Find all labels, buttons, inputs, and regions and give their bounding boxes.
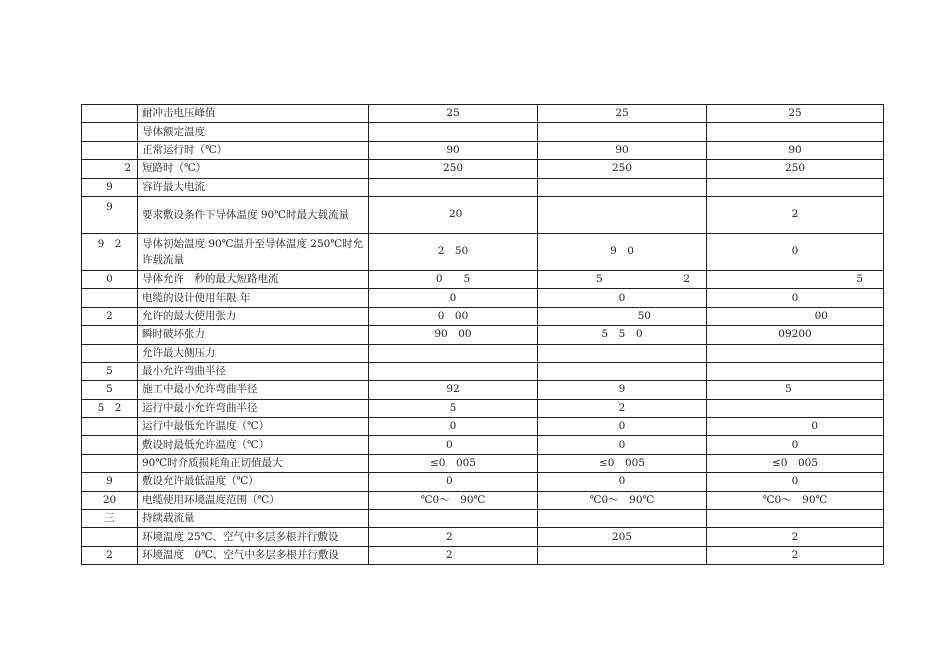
- table-row: [82, 105, 884, 123]
- value-col-2: 205: [538, 528, 707, 546]
- row-number: 5: [82, 362, 138, 380]
- value-col-1: 2: [369, 546, 538, 564]
- value-col-1: ≤0 005: [369, 454, 538, 472]
- item-label: 正常运行时（℃）: [138, 141, 369, 159]
- value-col-2: [538, 344, 707, 362]
- item-label: 导体额定温度: [138, 123, 369, 141]
- value-col-2: [538, 270, 707, 288]
- row-number: 9: [82, 178, 138, 196]
- value-col-3: 250: [707, 160, 884, 178]
- value-col-2: ℃0～ 90℃: [538, 491, 707, 509]
- item-label: 环境温度 0℃、空气中多层多根并行敷设: [138, 546, 369, 564]
- value-col-2: 250: [538, 160, 707, 178]
- table-row: [82, 289, 884, 307]
- table-row: [82, 362, 884, 380]
- row-number: [82, 105, 138, 123]
- value-col-3: 0: [707, 289, 884, 307]
- item-label: 允许最大侧压力: [138, 344, 369, 362]
- row-number: 9 2: [82, 233, 138, 270]
- value-col-2: 2: [538, 399, 707, 417]
- row-number: [82, 289, 138, 307]
- value-col-1: 0: [369, 289, 538, 307]
- value-col-2: 0: [538, 473, 707, 491]
- value-col-1: 2: [369, 528, 538, 546]
- item-label: 运行中最低允许温度（℃）: [138, 418, 369, 436]
- value-col-3: [707, 399, 884, 417]
- item-label: 导体初始温度 90℃温升至导体温度 250℃时允许载流量: [138, 233, 369, 270]
- value-col-2: 0: [538, 418, 707, 436]
- row-number: 三: [82, 510, 138, 528]
- table-row: [82, 123, 884, 141]
- value-col-3: 0: [707, 233, 884, 270]
- value-col-1: 0 00: [369, 307, 538, 325]
- item-label: 敷设时最低允许温度（℃）: [138, 436, 369, 454]
- value-col-1: [369, 344, 538, 362]
- value-col-3: 2: [707, 528, 884, 546]
- item-label: 运行中最小允许弯曲半径: [138, 399, 369, 417]
- value-col-2: ≤0 005: [538, 454, 707, 472]
- table-row: [82, 510, 884, 528]
- value-col-3: [707, 362, 884, 380]
- value-col-1: 20: [369, 196, 538, 233]
- cable-spec-table: [81, 104, 884, 565]
- table-row: [82, 270, 884, 288]
- item-label: 90℃时介质损耗角正切值最大: [138, 454, 369, 472]
- value-col-3: 90: [707, 141, 884, 159]
- row-number: [82, 454, 138, 472]
- value-col-3: 0: [707, 418, 884, 436]
- item-label: 允许的最大使用张力: [138, 307, 369, 325]
- row-number: [82, 123, 138, 141]
- table-row: [82, 307, 884, 325]
- table-row: [82, 381, 884, 399]
- row-number: 0: [82, 270, 138, 288]
- value-col-2: [538, 123, 707, 141]
- value-col-1: [369, 178, 538, 196]
- value-col-2: 50: [538, 307, 707, 325]
- row-number: [82, 344, 138, 362]
- value-col-2: [538, 178, 707, 196]
- value-col-2: 9 0: [538, 233, 707, 270]
- value-col-3: 2: [707, 546, 884, 564]
- table-row: [82, 528, 884, 546]
- value-col-2: 5 5 0: [538, 326, 707, 344]
- table-row: [82, 491, 884, 509]
- value-col-2: [538, 510, 707, 528]
- value-col-1: 90 00: [369, 326, 538, 344]
- row-number: 2: [82, 160, 138, 178]
- row-number: 2: [82, 546, 138, 564]
- value-col-1: 2 50: [369, 233, 538, 270]
- item-label: 最小允许弯曲半径: [138, 362, 369, 380]
- row-number: 5: [82, 381, 138, 399]
- item-label: 持续载流量: [138, 510, 369, 528]
- value-col-2-part-b: 2: [683, 273, 690, 286]
- item-label: 容许最大电流: [138, 178, 369, 196]
- table-row: [82, 196, 884, 233]
- row-number: 9: [82, 196, 138, 233]
- value-col-3: 09200: [707, 326, 884, 344]
- item-label: 电缆使用环境温度范围（℃）: [138, 491, 369, 509]
- value-col-2: 0: [538, 436, 707, 454]
- value-col-1: 0: [369, 436, 538, 454]
- value-col-2: 90: [538, 141, 707, 159]
- value-col-3: [707, 123, 884, 141]
- value-col-1: 0 5: [369, 270, 538, 288]
- row-number: 20: [82, 491, 138, 509]
- table-row: [82, 473, 884, 491]
- value-col-3: 0: [707, 436, 884, 454]
- item-label: 施工中最小允许弯曲半径: [138, 381, 369, 399]
- value-col-3: 5: [707, 270, 884, 288]
- value-col-2: [538, 196, 707, 233]
- table-row: [82, 326, 884, 344]
- value-col-1: 250: [369, 160, 538, 178]
- value-col-1: [369, 123, 538, 141]
- value-col-3: 25: [707, 105, 884, 123]
- item-label: 敷设允许最低温度（℃）: [138, 473, 369, 491]
- value-col-2: 9: [538, 381, 707, 399]
- item-label: 要求敷设条件下导体温度 90℃时最大载流量: [138, 196, 369, 233]
- table-row: [82, 436, 884, 454]
- table-row: [82, 178, 884, 196]
- value-col-2: [538, 362, 707, 380]
- item-label: 瞬时破坏张力: [138, 326, 369, 344]
- row-number: [82, 326, 138, 344]
- value-col-1: [369, 362, 538, 380]
- value-col-3: ℃0～ 90℃: [707, 491, 884, 509]
- value-col-3: ≤0 005: [707, 454, 884, 472]
- item-label: 电缆的设计使用年限 年: [138, 289, 369, 307]
- value-col-1: 5: [369, 399, 538, 417]
- value-col-3: [707, 178, 884, 196]
- value-col-1: ℃0～ 90℃: [369, 491, 538, 509]
- table-row: [82, 160, 884, 178]
- table-row: [82, 399, 884, 417]
- value-col-2: 0: [538, 289, 707, 307]
- value-col-1: 90: [369, 141, 538, 159]
- table-row: [82, 344, 884, 362]
- row-number: 2: [82, 307, 138, 325]
- value-col-1: [369, 510, 538, 528]
- row-number: [82, 528, 138, 546]
- item-label: 耐冲击电压峰值: [138, 105, 369, 123]
- value-col-1: 25: [369, 105, 538, 123]
- table-row: [82, 454, 884, 472]
- table-row: [82, 233, 884, 270]
- value-col-3: [707, 344, 884, 362]
- value-col-3: 2: [707, 196, 884, 233]
- value-col-2-part-a: 5: [596, 273, 603, 286]
- item-label: 短路时（℃）: [138, 160, 369, 178]
- item-label: 环境温度 25℃、空气中多层多根并行敷设: [138, 528, 369, 546]
- row-number: 9: [82, 473, 138, 491]
- table-row: [82, 418, 884, 436]
- value-col-2: 25: [538, 105, 707, 123]
- value-col-3: 00: [707, 307, 884, 325]
- value-col-3: 5: [707, 381, 884, 399]
- row-number: 5 2: [82, 399, 138, 417]
- table-row: [82, 546, 884, 564]
- table-row: [82, 141, 884, 159]
- row-number: [82, 141, 138, 159]
- value-col-1: 0: [369, 418, 538, 436]
- value-col-3: [707, 510, 884, 528]
- row-number: [82, 436, 138, 454]
- value-col-3: 0: [707, 473, 884, 491]
- value-col-2: [538, 546, 707, 564]
- value-col-1: 92: [369, 381, 538, 399]
- row-number: [82, 418, 138, 436]
- item-label: 导体允许 秒的最大短路电流: [138, 270, 369, 288]
- value-col-1: 0: [369, 473, 538, 491]
